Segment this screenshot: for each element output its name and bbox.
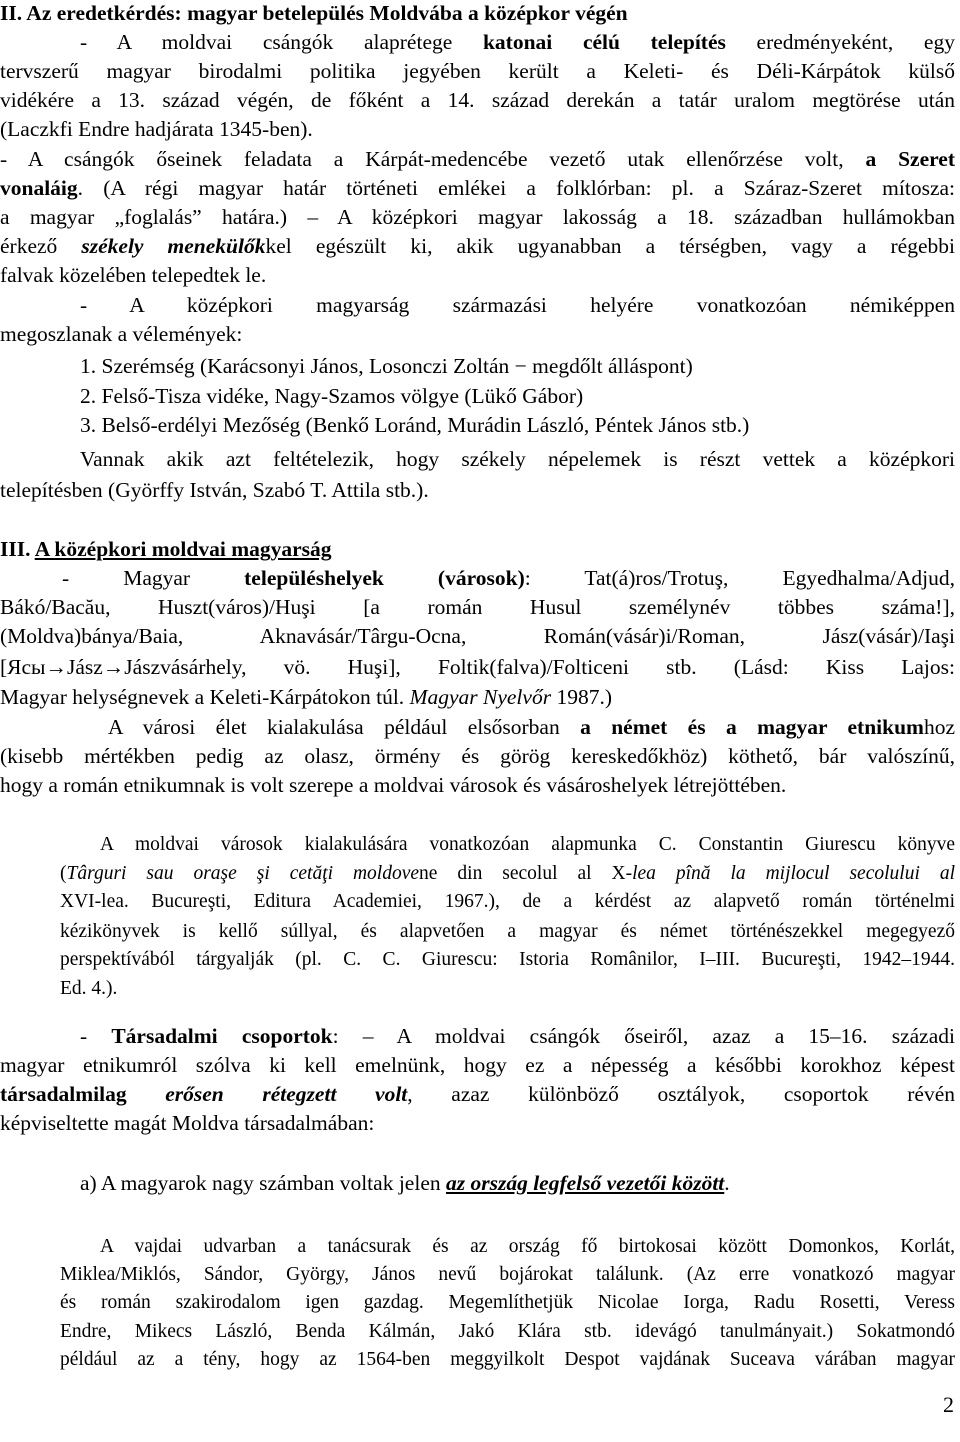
paragraph-line: - Társadalmi csoportok: – A moldvai csángók őseiről, azaz a 15–16. századi [80,1024,955,1048]
paragraph-line: magyar etnikumról szólva ki kell emelnünk, hogy ez a népesség a későbbi korokhoz képest [0,1053,955,1077]
paragraph-line: társadalmilag erősen rétegzett volt, azaz különböző osztályok, csoportok révén [0,1082,956,1106]
list-item: 2. Felső-Tisza vidéke, Nagy-Szamos völgye (Lükő Gábor) [80,384,584,408]
note-line: XVI-lea. Bucureşti, Editura Academiei, 1967.), de a kérdést az alapvető román történelmi [60,891,955,912]
paragraph-line: érkező székely menekülőkkel egészült ki, akik ugyanabban a térségben, vagy a régebbi [0,234,955,258]
paragraph-line: tervszerű magyar birodalmi politika jegyében került a Keleti- és Déli-Kárpátok külső [0,59,955,83]
paragraph-line: [Ясы→Jász→Jászvásárhely, vö. Huşi], Foltik(falva)/Folticeni stb. (Lásd: Kiss Lajos: [0,655,955,679]
note-line: Ed. 4.). [60,978,118,999]
note-line: kézikönyvek is kellő súllyal, és alapvetően a magyar és német történészekkel megegyező [60,921,955,942]
paragraph-line: a magyar „foglalás” határa.) – A középkori magyar lakosság a 18. században hullámokban [0,205,955,229]
paragraph-line: falvak közelében telepedtek le. [0,263,267,287]
note-line: Miklea/Miklós, Sándor, György, János nevű bojárokat találunk. (Az erre vonatkozó magyar [60,1264,955,1285]
list-item-a: a) A magyarok nagy számban voltak jelen az ország legfelső vezetői között. [80,1171,730,1195]
paragraph-line: (Laczkfi Endre hadjárata 1345-ben). [0,117,313,141]
list-item: 1. Szerémség (Karácsonyi János, Losonczi Zoltán − megdőlt álláspont) [80,354,693,378]
paragraph-line: - Magyar településhelyek (városok): Tat(á)ros/Trotuş, Egyedhalma/Adjud, [62,566,955,590]
paragraph-line: A városi élet kialakulása például elsősorban a német és a magyar etnikumhoz [108,715,956,739]
section-iii-heading: III. A középkori moldvai magyarság [0,537,332,561]
paragraph-line: - A moldvai csángók alaprétege katonai célú telepítés eredményeként, egy [80,30,955,54]
paragraph-line: megoszlanak a vélemények: [0,322,243,346]
note-line: (Târguri sau oraşe şi cetăţi moldovene din secolul al X-lea pînă la mijlocul secolului al [60,863,955,884]
paragraph-line: Magyar helységnevek a Keleti-Kárpátokon túl. Magyar Nyelvőr 1987.) [0,685,612,709]
paragraph-line: hogy a román etnikumnak is volt szerepe a moldvai városok és vásároshelyek létrejöttében. [0,773,787,797]
paragraph-line: (Moldva)bánya/Baia, Aknavásár/Târgu-Ocna, Román(vásár)i/Roman, Jász(vásár)/Iaşi [0,624,955,648]
note-line: Endre, Mikecs László, Benda Kálmán, Jakó Klára stb. idevágó tanulmányait.) Sokatmondó [60,1321,955,1342]
note-line: perspektívából tárgyalják (pl. C. C. Giurescu: Istoria Românilor, I–III. Bucureşti, 1942–1944. [60,949,955,970]
paragraph-line: vonaláig. (A régi magyar határ történeti emlékei a folklórban: pl. a Száraz-Szeret mítosza: [0,176,955,200]
paragraph-line: Bákó/Bacău, Huszt(város)/Huşi [a román Husul személynév többes száma!], [0,595,955,619]
paragraph-line: Vannak akik azt feltételezik, hogy székely népelemek is részt vettek a középkori [80,447,955,471]
paragraph-line: - A csángók őseinek feladata a Kárpát-medencébe vezető utak ellenőrzése volt, a Szeret [0,147,955,171]
note-line: A moldvai városok kialakulására vonatkozóan alapmunka C. Constantin Giurescu könyve [100,834,955,855]
paragraph-line: telepítésben (Györffy István, Szabó T. Attila stb.). [0,478,429,502]
paragraph-line: képviseltette magát Moldva társadalmában: [0,1111,375,1135]
paragraph-line: vidékére a 13. század végén, de főként a 14. század derekán a tatár uralom megtörése után [0,88,955,112]
paragraph-line: - A középkori magyarság származási helyére vonatkozóan némiképpen [80,293,955,317]
note-line: A vajdai udvarban a tanácsurak és az ország fő birtokosai között Domonkos, Korlát, [100,1236,955,1257]
note-line: és román szakirodalom igen gazdag. Megemlíthetjük Nicolae Iorga, Radu Rosetti, Veress [60,1292,955,1313]
list-item: 3. Belső-erdélyi Mezőség (Benkő Loránd, Murádin László, Péntek János stb.) [80,413,750,437]
section-ii-heading: II. Az eredetkérdés: magyar betelepülés Moldvába a középkor végén [0,1,628,25]
note-line: például az a tény, hogy az 1564-ben meggyilkolt Despot vajdának Suceava várában magyar [60,1349,955,1370]
page-number: 2 [943,1392,954,1417]
paragraph-line: (kisebb mértékben pedig az olasz, örmény és görög kereskedőkhöz) köthető, bár valószínű, [0,744,955,768]
